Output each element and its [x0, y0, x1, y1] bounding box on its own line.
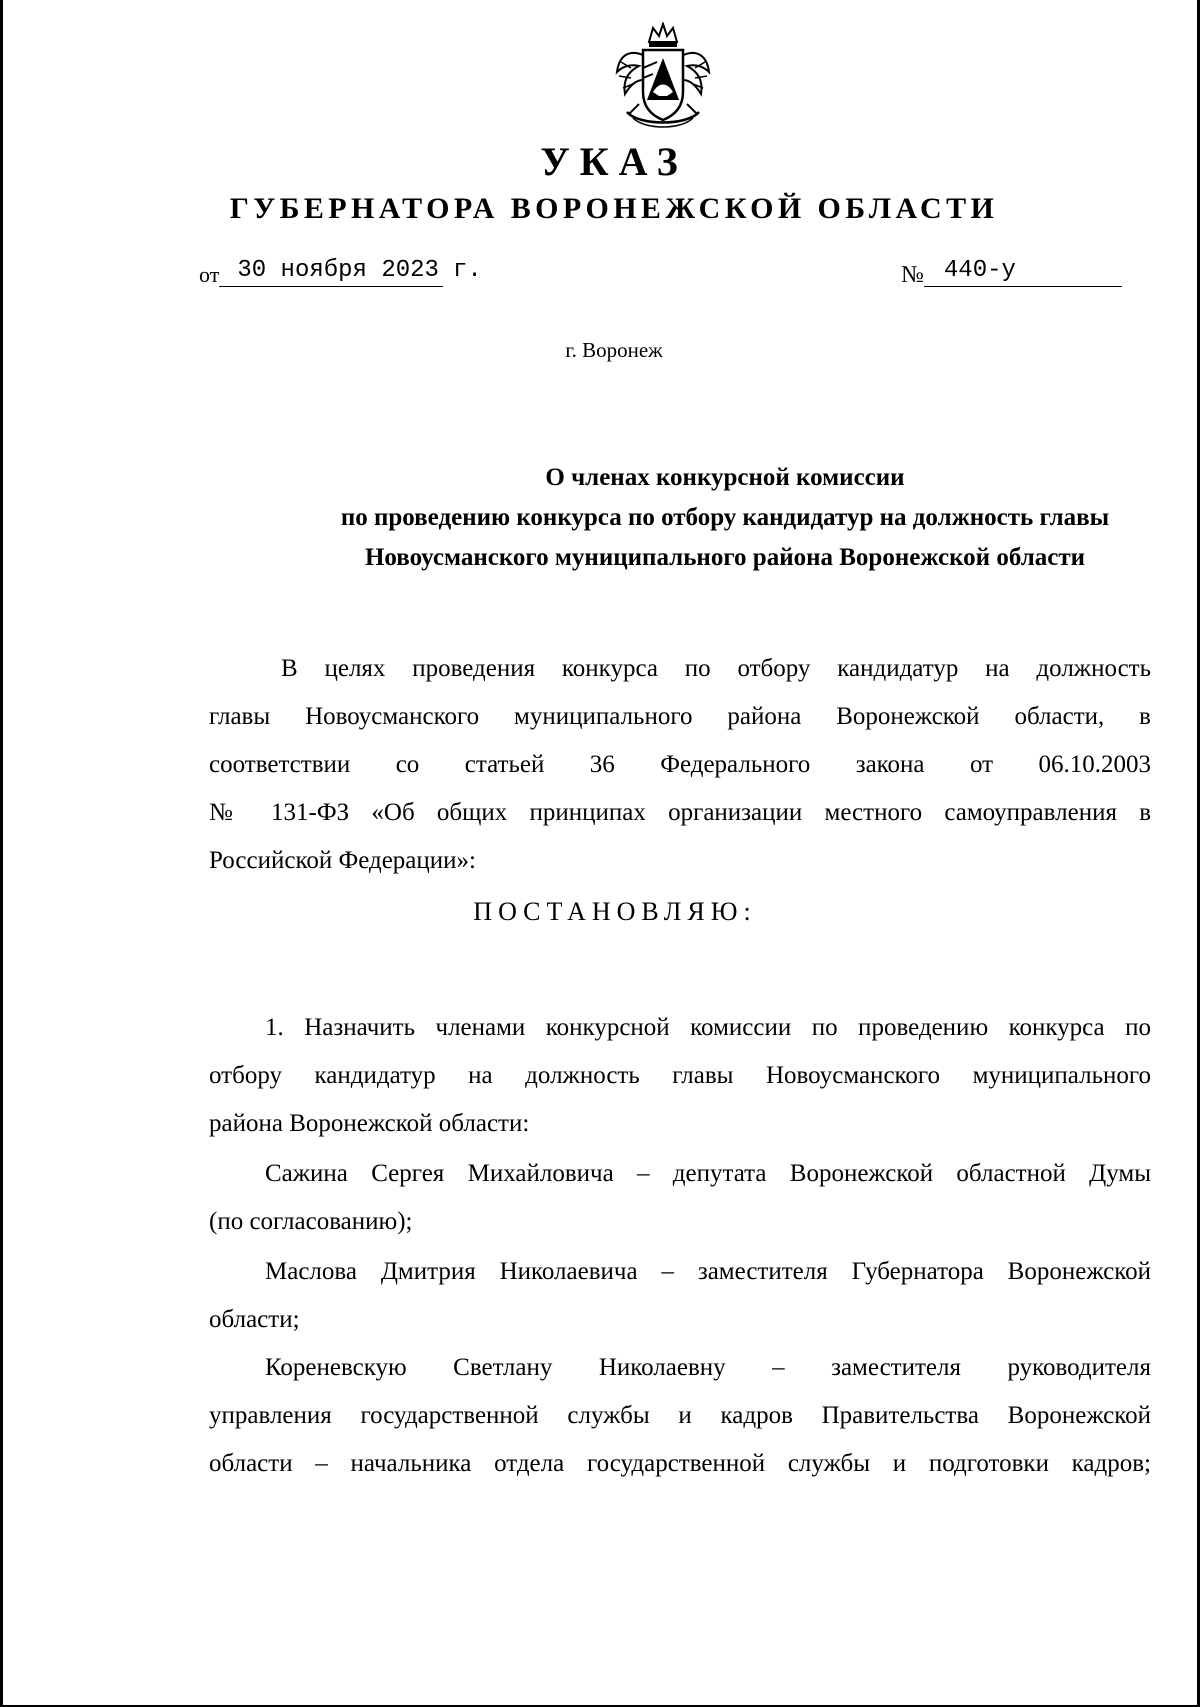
preamble-line: № 131-ФЗ «Об общих принципах организации местного самоуправления в: [209, 799, 1151, 826]
item-line: 1. Назначить членами конкурсной комиссии по проведению конкурса по: [265, 1014, 1151, 1041]
city: г. Воронеж: [565, 338, 663, 362]
member-line: (по согласованию);: [209, 1208, 413, 1235]
member-line: области – начальника отдела государственной службы и подготовки кадров;: [209, 1450, 1151, 1477]
coat-of-arms-icon: [609, 22, 717, 134]
number-line: [901, 257, 1122, 293]
item-line: района Воронежской области:: [209, 1110, 530, 1137]
title-line: по проведению конкурса по отбору кандидатур на должность главы: [340, 504, 1110, 531]
document-type: УКАЗ: [540, 139, 688, 184]
member-entry: [209, 1344, 1151, 1488]
document-title: [209, 458, 1200, 578]
preamble-line: главы Новоусманского муниципального района Воронежской области, в: [209, 703, 1151, 730]
item-line: отбору кандидатур на должность главы Новоусманского муниципального: [209, 1062, 1151, 1089]
date-suffix: г.: [452, 257, 482, 284]
member-line: Маслова Дмитрия Николаевича – заместителя Губернатора Воронежской: [265, 1258, 1151, 1285]
member-line: области;: [209, 1306, 300, 1333]
date-line: [199, 257, 482, 293]
member-entry: [209, 1248, 1151, 1344]
document-date: 30 ноября 2023: [219, 256, 443, 287]
preamble-line: В целях проведения конкурса по отбору кандидатур на должность: [281, 655, 1151, 682]
number-prefix: №: [901, 262, 924, 288]
title-line: О членах конкурсной комиссии: [545, 464, 905, 491]
title-line: Новоусманского муниципального района Воронежской области: [364, 544, 1086, 571]
decree-word: ПОСТАНОВЛЯЮ:: [473, 897, 757, 926]
preamble: [209, 645, 1151, 885]
preamble-line: соответствии со статьей 36 Федерального закона от 06.10.2003: [209, 751, 1151, 778]
document-number: 440-у: [924, 256, 1122, 287]
member-entry: [209, 1150, 1151, 1246]
issuer-title: ГУБЕРНАТОРА ВОРОНЕЖСКОЙ ОБЛАСТИ: [229, 192, 999, 225]
member-line: Сажина Сергея Михайловича – депутата Воронежской областной Думы: [265, 1160, 1151, 1187]
member-line: управления государственной службы и кадров Правительства Воронежской: [209, 1402, 1151, 1429]
date-prefix: от: [199, 262, 220, 287]
item-1: [209, 1004, 1151, 1148]
preamble-line: Российской Федерации»:: [209, 847, 476, 874]
member-line: Кореневскую Светлану Николаевну – заместителя руководителя: [265, 1354, 1151, 1381]
